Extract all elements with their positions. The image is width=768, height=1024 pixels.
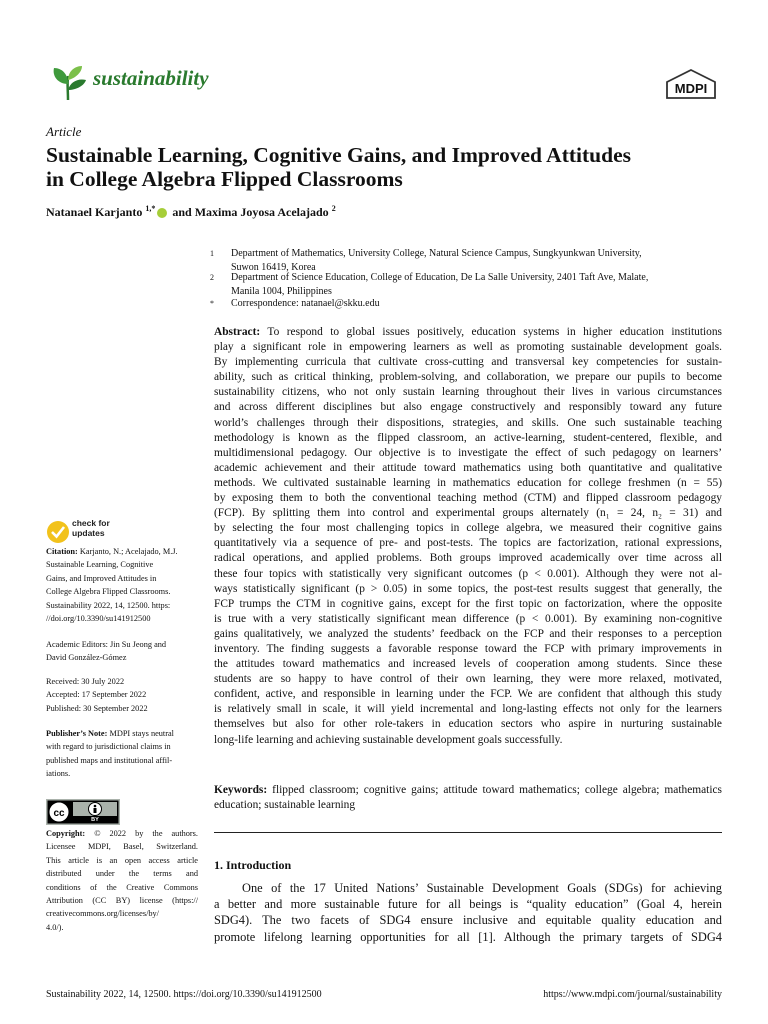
cc-by-text: BY bbox=[91, 817, 99, 823]
abstract-line: gains qualitatively, we analyzed the students’ feedback on the FCP and their responses to a perception bbox=[214, 627, 722, 640]
abstract-text: To respond to global issues positively, education systems in higher education institutions bbox=[267, 326, 722, 338]
abstract-line: play a significant role in empowering learners as well as promoting sustainable development goals. bbox=[214, 341, 722, 354]
abstract-line: FCP trumps the CTM in cognitive gains, except for the first topic on factorization, where the opposite bbox=[214, 597, 722, 610]
cc-by-license-icon[interactable] bbox=[46, 799, 120, 825]
abstract-line: multidimensional pedagogy. Our objective is to investigate the effect of such pedagogy on learners’ bbox=[214, 446, 722, 459]
abstract-line bbox=[214, 325, 722, 340]
abstract-line: and across different disciplines but also engage constructively and responsibly toward any future bbox=[214, 401, 722, 414]
check-updates-line: updates bbox=[72, 527, 105, 538]
abstract-line: ways statistically significant (p > 0.05) in some topics, the post-test results suggest that generally, the bbox=[214, 582, 722, 595]
abstract-line: the attitudes toward mathematics and increased levels of cooperation among students. Since these bbox=[214, 658, 722, 671]
note-label: Publisher’s Note: bbox=[46, 729, 108, 738]
abstract-line: academic achievement and their attitude toward mathematics using both quantitative and qualitative bbox=[214, 461, 722, 474]
orcid-icon[interactable] bbox=[157, 208, 167, 218]
date-line: Accepted: 17 September 2022 bbox=[46, 690, 147, 700]
abstract-line: By implementing curricula that cultivate cross-cutting and transversal key competencies for sustain- bbox=[214, 356, 722, 369]
keywords-line bbox=[214, 783, 722, 798]
abstract-line: by exposing them to both the conventional teaching method (CTM) and flipped classroom pedagogy bbox=[214, 492, 722, 505]
copyright-block bbox=[46, 827, 198, 934]
copyright-line: © 2022 by the authors. bbox=[94, 829, 198, 838]
affiliation-marker: 2 bbox=[210, 273, 214, 282]
editors-line: Academic Editors: Jin Su Jeong and bbox=[46, 640, 167, 649]
abstract-line: long-life learning and achieving sustainable development goals successfully. bbox=[214, 733, 563, 746]
abstract-line: by selecting the four most challenging topics in college algebra, we measured their cognitive gains bbox=[214, 522, 722, 535]
check-updates-line: check for bbox=[72, 518, 110, 528]
title-line: in College Algebra Flipped Classrooms bbox=[46, 167, 403, 191]
abstract-line: (FCP). By splitting them into control and experimental groups alternately (n₁ = 24, n₂ = 31) and bbox=[214, 507, 722, 520]
section-heading: 1. Introduction bbox=[214, 858, 292, 872]
date-line: Received: 30 July 2022 bbox=[46, 677, 125, 686]
abstract-line: ability, such as critical thinking, problem-solving, and collaboration, we prepare our pupils to become bbox=[214, 371, 722, 384]
abstract-line: inventory. The finding suggests a favorable response toward the FCP with primary improvements in bbox=[214, 642, 722, 655]
section-divider bbox=[214, 832, 722, 833]
intro-line: SDG4). The two facets of SDG4 ensure inclusive and equitable quality education and bbox=[214, 913, 722, 928]
copyright-line[interactable]: Attribution (CC BY) license (https:// bbox=[46, 896, 198, 906]
author-affiliation-marker: 2 bbox=[331, 204, 336, 213]
copyright-line[interactable]: 4.0/). bbox=[46, 922, 64, 932]
journal-name: sustainability bbox=[93, 66, 209, 90]
author-conjunction: and bbox=[172, 205, 192, 219]
copyright-line: This article is an open access article bbox=[46, 855, 198, 865]
citation-block bbox=[46, 545, 198, 625]
intro-line: a better and more sustainable future for all beings is “quality education” (Goal 4, herein bbox=[214, 897, 722, 912]
citation-line: College Algebra Flipped Classrooms. bbox=[46, 587, 171, 597]
abstract-line: confident, active, and responsible in learning under the FCP. We are confident that although this study bbox=[214, 688, 722, 701]
abstract-line: is relatively small in scale, it will yield incremental and long-lasting effects not only for the learners bbox=[214, 703, 722, 716]
affiliation-line: Department of Science Education, College of Education, De La Salle University, 2401 Taft Ave, Malate, bbox=[231, 272, 649, 283]
copyright-line: conditions of the Creative Commons bbox=[46, 882, 198, 892]
keywords-label: Keywords: bbox=[214, 784, 268, 796]
author-name[interactable]: Natanael Karjanto bbox=[46, 205, 143, 219]
cc-logo-text: cc bbox=[53, 808, 65, 819]
author-name[interactable]: Maxima Joyosa Acelajado bbox=[194, 205, 329, 219]
affiliation-marker: 1 bbox=[210, 249, 214, 258]
footer-citation[interactable]: Sustainability 2022, 14, 12500. https://doi.org/10.3390/su141912500 bbox=[46, 989, 322, 1000]
introduction-text bbox=[214, 880, 722, 945]
abstract-line: these four topics with statistically very significant outcomes (p < 0.001). Although they were not al- bbox=[214, 567, 722, 580]
affiliation-marker: * bbox=[210, 299, 214, 308]
abstract-line: world’s challenges through their dispositions, strategies, and skills. One such sustainable teaching bbox=[214, 416, 722, 429]
check-updates-label bbox=[72, 519, 110, 538]
academic-editors bbox=[46, 638, 166, 665]
abstract-line: is true with a very statistically significant mean difference (p < 0.001). By examining non-cognitive bbox=[214, 612, 722, 625]
sustainability-logo-icon bbox=[48, 62, 88, 102]
note-line: MDPI stays neutral bbox=[109, 729, 174, 738]
correspondence-text[interactable]: Correspondence: natanael@skku.edu bbox=[231, 298, 380, 309]
keywords-line: education; sustainable learning bbox=[214, 799, 356, 812]
copyright-line: Licensee MDPI, Basel, Switzerland. bbox=[46, 842, 198, 852]
article-type: Article bbox=[46, 124, 82, 139]
keywords-text: flipped classroom; cognitive gains; attitude toward mathematics; college algebra; mathematics bbox=[272, 784, 722, 796]
mdpi-logo-text: MDPI bbox=[674, 81, 708, 96]
keywords bbox=[214, 783, 722, 813]
editors-line: David González-Gómez bbox=[46, 653, 127, 663]
copyright-label: Copyright: bbox=[46, 829, 86, 838]
note-line: iations. bbox=[46, 769, 71, 779]
citation-line: Gains, and Improved Attitudes in bbox=[46, 573, 157, 583]
date-line: Published: 30 September 2022 bbox=[46, 703, 148, 713]
abstract-line: methods. We cultivated sustainable learning in mathematics education for college freshmen (n = 55) bbox=[214, 476, 722, 489]
check-updates-icon bbox=[46, 520, 70, 544]
article-title bbox=[46, 143, 736, 191]
abstract-line: themselves but also for other role-takers in education sectors who aspire in nurturing sustainable bbox=[214, 718, 722, 731]
check-for-updates-badge[interactable] bbox=[46, 518, 196, 548]
citation-line: Karjanto, N.; Acelajado, M.J. bbox=[79, 547, 178, 556]
author-affiliation-marker: 1,* bbox=[145, 204, 156, 213]
intro-line: promote lifelong learning opportunities for all [1]. Although the primary targets of SDG4 bbox=[214, 929, 722, 944]
intro-line: One of the 17 United Nations’ Sustainable Development Goals (SDGs) for achieving bbox=[242, 881, 722, 895]
footer-journal-url[interactable]: https://www.mdpi.com/journal/sustainability bbox=[543, 989, 722, 1000]
abstract-line: radical operations, and applied problems. Both groups improved academically over time across all bbox=[214, 552, 722, 565]
publication-dates bbox=[46, 675, 148, 715]
copyright-line: distributed under the terms and bbox=[46, 869, 198, 879]
publishers-note bbox=[46, 727, 174, 781]
abstract bbox=[214, 325, 722, 748]
citation-line: Sustainable Learning, Cognitive bbox=[46, 560, 154, 570]
note-line: published maps and institutional affil- bbox=[46, 755, 173, 765]
abstract-label: Abstract: bbox=[214, 326, 261, 338]
abstract-line: quantitatively via a sequence of pre- and post-tests. The topics are factorization, rational expressions, bbox=[214, 537, 722, 550]
abstract-line: students are so happy to have control of their own learning, they were more relaxed, motivated, bbox=[214, 673, 722, 686]
affiliation-line: Department of Mathematics, University College, Natural Science Campus, Sungkyunkwan University, bbox=[231, 248, 642, 259]
citation-label: Citation: bbox=[46, 547, 78, 556]
abstract-line: methodology is known as the flipped classroom, an active-learning, student-centered, flexible, and bbox=[214, 431, 722, 444]
note-line: with regard to jurisdictional claims in bbox=[46, 742, 171, 752]
author-list bbox=[46, 204, 336, 220]
mdpi-logo-icon bbox=[665, 68, 717, 100]
abstract-line: sustainability citizens, who not only sustain learning throughout their lives in various circumstances bbox=[214, 386, 722, 399]
affiliation-line: Manila 1004, Philippines bbox=[231, 285, 332, 297]
citation-line: Sustainability 2022, 14, 12500. https: bbox=[46, 600, 171, 610]
copyright-line[interactable]: creativecommons.org/licenses/by/ bbox=[46, 909, 159, 919]
affiliation-line: Suwon 16419, Korea bbox=[231, 261, 316, 273]
citation-line: //doi.org/10.3390/su141912500 bbox=[46, 614, 151, 624]
title-line: Sustainable Learning, Cognitive Gains, and Improved Attitudes bbox=[46, 143, 631, 167]
